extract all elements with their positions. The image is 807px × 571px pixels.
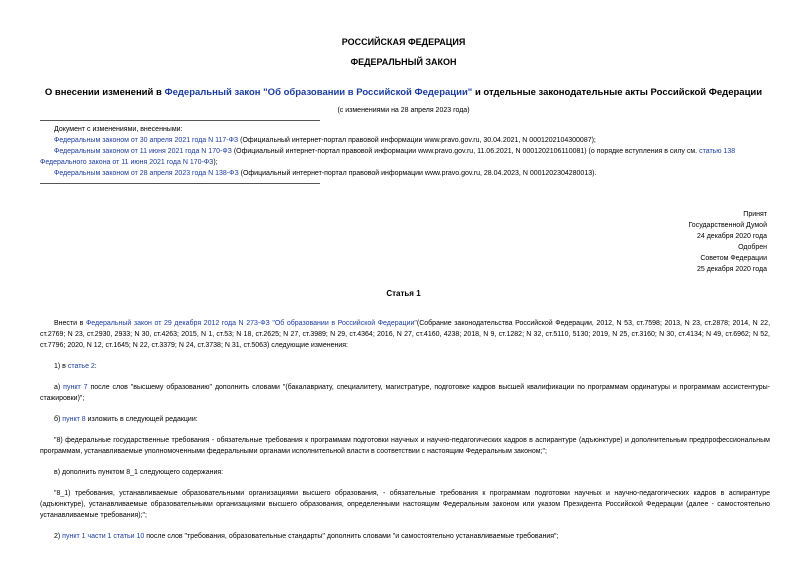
article-paragraph: "8) федеральные государственные требования - обязательные требования к программам подготовки научных и научно-педагогических кадров в аспирантуре (адъюнктуре) и дополнительным предпрофессиональным программам, устанавливаемые уполномоченными федеральными органами исполнительной власти в соответствии с настоящим Федеральным законом;";: [40, 437, 770, 455]
paragraph-text: (Собрание законодательства Российской Федерации, 2012, N 53, ст.7598; 2013, N 23, ст.2878; 2014, N 22, ст.2769; N 23, ст.2930, 2933; N 30, ст.4263; 2015, N 1, ст.53; N 18, ст.2625; N 27, ст.3989; N 29, ст.4364; 2016, N 27, ст.4160, 4238; 2018, N 9, ст.1282; N 32, ст.5110, 5130; 2019, N 25, ст.3160; N 30, ст.4134; N 49, ст.6962; N 52, ст.7796; 2020, N 12, ст.1645; N 22, ст.3379; N 24, ст.3738; N 31, ст.5063) следующие изменения:: [40, 320, 771, 349]
article-paragraph: "8_1) требования, устанавливаемые образовательными организациями высшего образования, - обязательные требования к программам подготовки научных и научно-педагогических кадров в аспирантуре (адъюнктуре), устанавливаемые образовательными организациями высшего образования, определенными настоящим Федеральным законом или указом Президента Российской Федерации (далее - самостоятельно устанавливаемые требования);";: [40, 490, 770, 519]
adoption-line: 24 декабря 2020 года: [696, 233, 767, 240]
article-paragraph: [40, 318, 770, 351]
adoption-line: Государственной Думой: [688, 222, 767, 229]
paragraph-text: изложить в следующей редакции:: [85, 416, 198, 423]
adoption-block: [567, 209, 767, 275]
paragraph-text: а): [54, 384, 64, 391]
amendment-source: (Официальный интернет-портал правовой информации www.pravo.gov.ru, 11.06.2021, N 0001202106110081) (о порядке вступления в силу см.: [231, 148, 700, 155]
law-type-heading: ФЕДЕРАЛЬНЫЙ ЗАКОН: [350, 57, 457, 67]
paragraph-text: после слов "высшему образованию" дополнить словами "(бакалавриату, специалитету, магистратуре, подготовке кадров высшей квалификации по программам ординатуры и программам ассистентуры-стажировки)";: [40, 384, 771, 402]
adoption-line: Принят: [743, 211, 767, 218]
article-paragraph: [40, 361, 770, 372]
article-body: [40, 318, 770, 552]
article-paragraph: [40, 382, 770, 404]
article-heading: Статья 1: [386, 289, 421, 298]
title-suffix: и отдельные законодательные акты Российской Федерации: [472, 87, 763, 98]
amendment-article-link[interactable]: статью 138 Федерального закона от 11 июня 2021 года N 170-ФЗ: [40, 148, 736, 166]
paragraph-text: 1) в: [54, 363, 68, 370]
amendments-list: [40, 124, 770, 179]
amendment-link[interactable]: Федеральным законом от 30 апреля 2021 года N 117-ФЗ: [54, 137, 239, 144]
paragraph-text: б): [54, 416, 63, 423]
amendment-link[interactable]: Федеральным законом от 28 апреля 2023 года N 138-ФЗ: [54, 170, 239, 177]
amendment-source-end: );: [213, 159, 218, 166]
amendment-item: [40, 146, 770, 168]
point-7-link[interactable]: пункт 7: [63, 384, 88, 391]
article-10-link[interactable]: пункт 1 части 1 статьи 10: [62, 533, 145, 540]
document-title: [0, 87, 807, 98]
paragraph-text: Внести в: [54, 320, 86, 327]
paragraph-text: :: [94, 363, 97, 370]
divider-top: [40, 120, 320, 121]
amended-note: (с изменениями на 28 апреля 2023 года): [337, 107, 470, 114]
divider-bottom: [40, 183, 320, 184]
article-paragraph: [40, 531, 770, 542]
adoption-line: Одобрен: [738, 244, 767, 251]
amendment-source: (Официальный интернет-портал правовой информации www.pravo.gov.ru, 28.04.2023, N 0001202304280013).: [238, 170, 597, 177]
amendments-intro: Документ с изменениями, внесенными:: [54, 126, 183, 133]
article-paragraph: в) дополнить пунктом 8_1 следующего содержания:: [54, 469, 224, 476]
country-heading: РОССИЙСКАЯ ФЕДЕРАЦИЯ: [341, 37, 466, 47]
amendment-item: [40, 168, 770, 179]
paragraph-text: после слов "требования, образовательные стандарты" дополнить словами "и самостоятельно устанавливаемые требования";: [144, 533, 559, 540]
point-8-link[interactable]: пункт 8: [62, 416, 86, 423]
paragraph-text: 2): [54, 533, 63, 540]
amendment-item: [40, 135, 770, 146]
title-prefix: О внесении изменений в: [44, 87, 165, 98]
article-2-link[interactable]: статье 2: [67, 363, 95, 370]
law-273-link[interactable]: Федеральный закон от 29 декабря 2012 года N 273-ФЗ "Об образовании в Российской Федерации": [85, 320, 417, 327]
adoption-line: 25 декабря 2020 года: [696, 266, 767, 273]
article-paragraph: [40, 414, 770, 425]
amendment-source: (Официальный интернет-портал правовой информации www.pravo.gov.ru, 30.04.2021, N 0001202104300087);: [238, 137, 596, 144]
adoption-line: Советом Федерации: [700, 255, 767, 262]
amendment-link[interactable]: Федеральным законом от 11 июня 2021 года N 170-ФЗ: [54, 148, 232, 155]
title-law-link[interactable]: Федеральный закон "Об образовании в Российской Федерации": [164, 87, 473, 98]
